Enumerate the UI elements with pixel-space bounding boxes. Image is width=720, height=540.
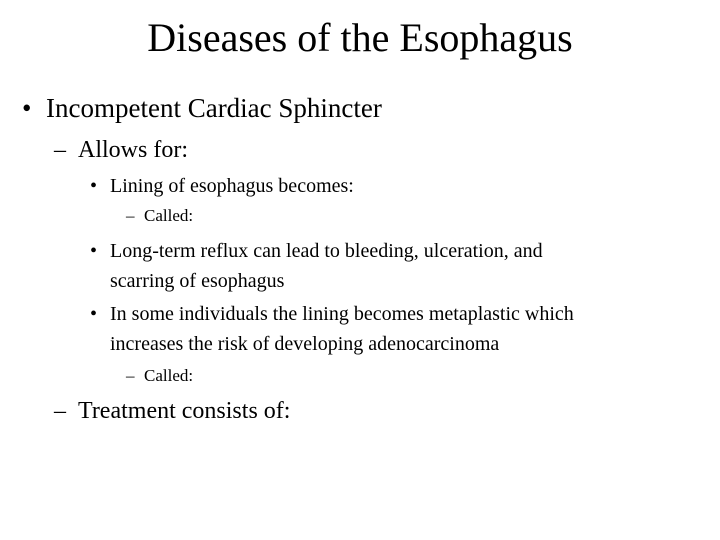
dash-marker: – [54, 137, 66, 163]
dash-marker: – [126, 206, 135, 225]
bullet-marker: • [22, 93, 32, 123]
item-long-term-reflux-line-1: Long-term reflux can lead to bleeding, ulceration, and [110, 240, 543, 262]
dash-marker: – [126, 366, 135, 385]
item-called-1: Called: [144, 206, 194, 225]
bullet-marker: • [90, 240, 98, 262]
slide-title: Diseases of the Esophagus [147, 15, 573, 60]
bullet-marker: • [90, 303, 98, 325]
bullet-marker: • [90, 175, 98, 197]
item-long-term-reflux-line-2: scarring of esophagus [110, 270, 285, 292]
item-metaplastic-line-2: increases the risk of developing adenocarcinoma [110, 333, 500, 355]
subbullet-treatment: Treatment consists of: [78, 398, 291, 424]
subbullet-allows-for: Allows for: [78, 137, 188, 163]
dash-marker: – [54, 398, 66, 424]
item-lining-becomes: Lining of esophagus becomes: [110, 175, 354, 197]
bullet-incompetent-cardiac-sphincter: Incompetent Cardiac Sphincter [46, 93, 382, 123]
item-called-2: Called: [144, 366, 194, 385]
item-metaplastic-line-1: In some individuals the lining becomes metaplastic which [110, 303, 574, 325]
